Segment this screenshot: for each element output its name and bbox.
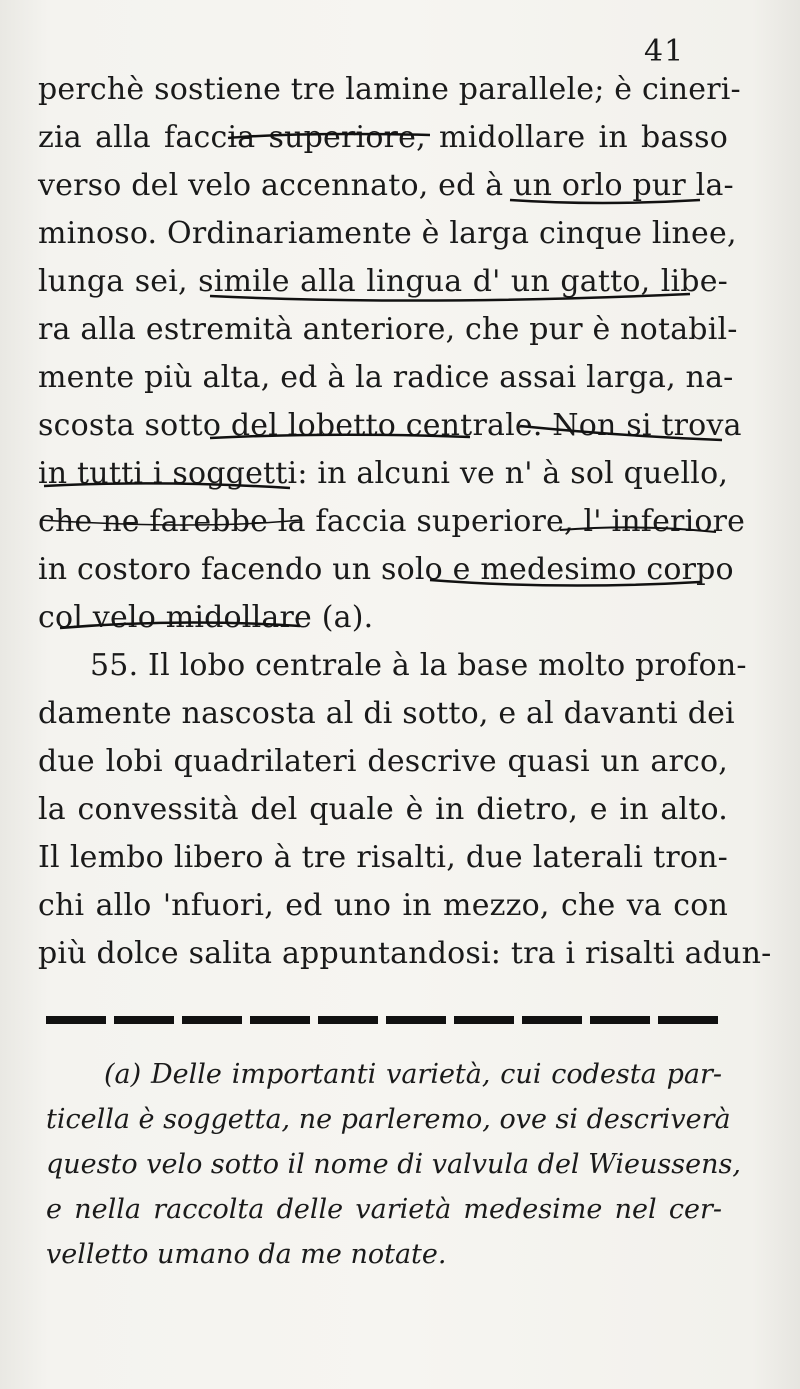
- text-line: col velo midollare (a).: [38, 600, 374, 635]
- footnote-line: velletto umano da me notate.: [46, 1239, 447, 1270]
- text-line: due lobi quadrilateri descrive quasi un arco,: [38, 744, 728, 779]
- text-line: in tutti i soggetti: in alcuni ve n' à sol quello,: [38, 456, 729, 491]
- text-line: minoso. Ordinariamente è larga cinque linee,: [38, 216, 737, 251]
- text-line: perchè sostiene tre lamine parallele; è cineri-: [38, 72, 741, 107]
- text-line: mente più alta, ed à la radice assai larga, na-: [38, 360, 734, 395]
- text-line: la convessità del quale è in dietro, e in alto.: [38, 792, 728, 827]
- footnote-separator: [46, 1016, 718, 1024]
- text-line: più dolce salita appuntandosi: tra i risalti adun-: [38, 936, 772, 971]
- text-line: lunga sei, simile alla lingua d' un gatto, libe-: [38, 264, 728, 299]
- footnote-line: e nella raccolta delle varietà medesime nel cer-: [46, 1194, 722, 1225]
- footnote-line: [46, 1052, 722, 1097]
- text-line: Il lembo libero à tre risalti, due laterali tron-: [38, 840, 728, 875]
- text-line: zia alla faccia superiore, midollare in basso: [38, 120, 728, 155]
- paragraph-start-line: 55. Il lobo centrale à la base molto profon-: [90, 648, 747, 683]
- text-line: verso del velo accennato, ed à un orlo pur la-: [38, 168, 734, 203]
- text-line: damente nascosta al di sotto, e al davanti dei: [38, 696, 735, 731]
- text-line: in costoro facendo un solo e medesimo corpo: [38, 552, 734, 587]
- page-number: 41: [644, 34, 685, 69]
- text-line: che ne farebbe la faccia superiore, l' inferiore: [38, 504, 746, 539]
- text-line: chi allo 'nfuori, ed uno in mezzo, che va con: [38, 888, 728, 923]
- footnote-line: ticella è soggetta, ne parleremo, ove si descriverà: [46, 1104, 731, 1135]
- footnote-line: questo velo sotto il nome di valvula del Wieussens,: [46, 1149, 741, 1180]
- text-line: scosta sotto del lobetto centrale. Non si trova: [38, 408, 742, 443]
- footnote-text: (a) Delle importanti varietà, cui codesta par-: [104, 1059, 722, 1090]
- text-line: ra alla estremità anteriore, che pur è notabil-: [38, 312, 738, 347]
